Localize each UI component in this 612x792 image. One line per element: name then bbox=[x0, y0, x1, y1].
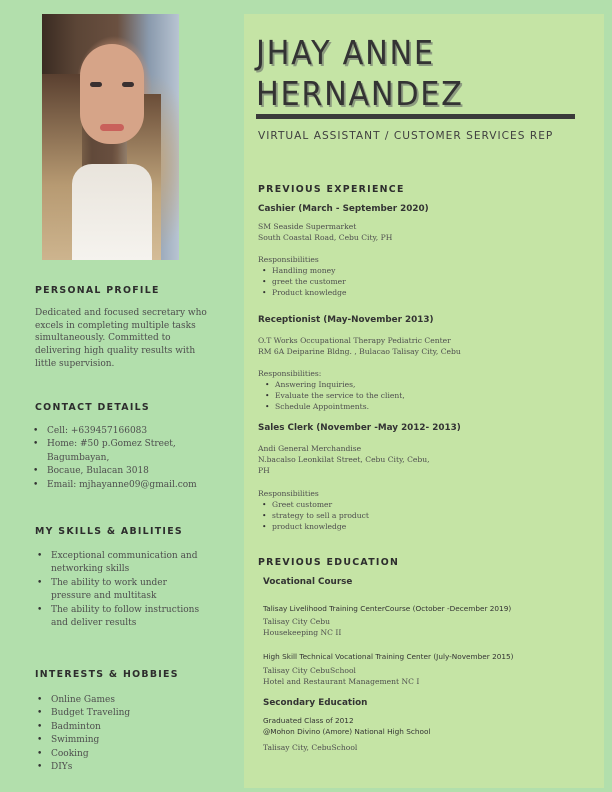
job-company: O.T Works Occupational Therapy Pediatric Center bbox=[258, 336, 451, 345]
skill-line: The ability to work under bbox=[51, 577, 167, 588]
profile-photo bbox=[42, 14, 179, 260]
responsibility-item: • Greet customer bbox=[272, 499, 369, 510]
responsibility-item: • Schedule Appointments. bbox=[275, 401, 405, 412]
name-line-2: HERNANDEZ bbox=[256, 74, 464, 113]
photo-eye-right bbox=[122, 82, 134, 87]
secondary-education-heading: Secondary Education bbox=[263, 698, 368, 708]
skill-line: The ability to follow instructions bbox=[51, 604, 200, 615]
interest-item: • Budget Traveling bbox=[51, 707, 130, 720]
job-company: Andi General Merchandise bbox=[258, 444, 362, 453]
interest-item: • Swimming bbox=[51, 734, 130, 747]
job-company: SM Seaside Supermarket bbox=[258, 222, 357, 231]
job-address-cont: PH bbox=[258, 466, 270, 475]
profile-line: Dedicated and focused secretary who bbox=[35, 308, 207, 318]
interest-item: • DIYs bbox=[51, 761, 130, 774]
contact-city: • Bocaue, Bulacan 3018 bbox=[47, 465, 197, 478]
edu-program: Housekeeping NC II bbox=[263, 628, 342, 637]
responsibilities-label: Responsibilities bbox=[258, 489, 319, 498]
responsibility-item: • greet the customer bbox=[272, 276, 346, 287]
photo-eye-left bbox=[90, 82, 102, 87]
skill-item bbox=[51, 604, 199, 631]
responsibility-item: • Answering Inquiries, bbox=[275, 379, 405, 390]
contact-cell: • Cell: +639457166083 bbox=[47, 425, 197, 438]
interest-item: • Badminton bbox=[51, 721, 130, 734]
skill-item bbox=[51, 577, 199, 604]
secondary-school: @Mohon Divino (Amore) National High School bbox=[263, 727, 431, 736]
responsibilities-label: Responsibilities: bbox=[258, 369, 322, 378]
photo-lips bbox=[100, 124, 124, 131]
contact-home-cont bbox=[47, 452, 197, 465]
profile-line: delivering high quality results with bbox=[35, 346, 196, 357]
profile-line: excels in completing multiple tasks bbox=[35, 320, 196, 331]
name-line-1: JHAY ANNE bbox=[256, 33, 435, 72]
profile-line: simultaneously. Committed to bbox=[35, 333, 171, 344]
skill-line: networking skills bbox=[51, 564, 130, 575]
receptionist-responsibilities bbox=[275, 379, 405, 413]
contact-details-heading: CONTACT DETAILS bbox=[35, 402, 150, 413]
contact-list bbox=[47, 425, 197, 492]
job-title-sales-clerk: Sales Clerk (November -May 2012- 2013) bbox=[258, 423, 461, 433]
vocational-course-heading: Vocational Course bbox=[263, 577, 353, 587]
responsibility-item: • product knowledge bbox=[272, 521, 369, 532]
skill-line: and deliver results bbox=[51, 618, 137, 629]
responsibilities-label: Responsibilities bbox=[258, 255, 319, 264]
skill-line: Exceptional communication and bbox=[51, 551, 198, 561]
job-title-receptionist: Receptionist (May-November 2013) bbox=[258, 315, 434, 325]
contact-home: • Home: #50 p.Gomez Street, bbox=[47, 438, 197, 451]
edu-location: Talisay City Cebu bbox=[263, 617, 331, 626]
experience-heading: PREVIOUS EXPERIENCE bbox=[258, 184, 405, 195]
responsibility-item: • Product knowledge bbox=[272, 287, 346, 298]
responsibility-item: • Evaluate the service to the client, bbox=[275, 390, 405, 401]
interests-list bbox=[51, 694, 130, 774]
contact-home-line2: Bagumbayan, bbox=[47, 452, 110, 463]
contact-email[interactable]: • Email: mjhayanne09@gmail.com bbox=[47, 479, 197, 492]
responsibility-item: • strategy to sell a product bbox=[272, 510, 369, 521]
job-role: VIRTUAL ASSISTANT / CUSTOMER SERVICES REP bbox=[258, 130, 554, 142]
edu-program: Hotel and Restaurant Management NC I bbox=[263, 677, 420, 686]
name-underline bbox=[256, 114, 575, 119]
profile-line: little supervision. bbox=[35, 358, 115, 369]
job-address: RM 6A Deiparine Bldng. , Bulacao Talisay City, Cebu bbox=[258, 347, 461, 356]
photo-shirt bbox=[72, 164, 152, 260]
job-address: N.bacalso Leonkilat Street, Cebu City, Cebu, bbox=[258, 455, 430, 464]
cashier-responsibilities bbox=[272, 265, 346, 299]
education-heading: PREVIOUS EDUCATION bbox=[258, 557, 400, 568]
interest-item: • Online Games bbox=[51, 694, 130, 707]
personal-profile-text bbox=[35, 307, 220, 371]
skills-heading: MY SKILLS & ABILITIES bbox=[35, 526, 183, 537]
secondary-line: Graduated Class of 2012 bbox=[263, 716, 354, 725]
personal-profile-heading: PERSONAL PROFILE bbox=[35, 285, 160, 296]
candidate-name bbox=[256, 32, 464, 114]
interest-item: • Cooking bbox=[51, 748, 130, 761]
skills-list bbox=[51, 550, 199, 630]
skill-item bbox=[51, 550, 199, 577]
edu-school: Talisay Livelihood Training CenterCourse (October -December 2019) bbox=[263, 604, 512, 613]
job-title-cashier: Cashier (March - September 2020) bbox=[258, 204, 429, 214]
secondary-location: Talisay City, CebuSchool bbox=[263, 743, 358, 752]
responsibility-item: • Handling money bbox=[272, 265, 346, 276]
interests-heading: INTERESTS & HOBBIES bbox=[35, 669, 179, 680]
edu-location: Talisay City CebuSchool bbox=[263, 666, 356, 675]
job-address: South Coastal Road, Cebu City, PH bbox=[258, 233, 393, 242]
edu-school: High Skill Technical Vocational Training Center (July-November 2015) bbox=[263, 652, 514, 661]
sales-clerk-responsibilities bbox=[272, 499, 369, 533]
skill-line: pressure and multitask bbox=[51, 591, 157, 602]
